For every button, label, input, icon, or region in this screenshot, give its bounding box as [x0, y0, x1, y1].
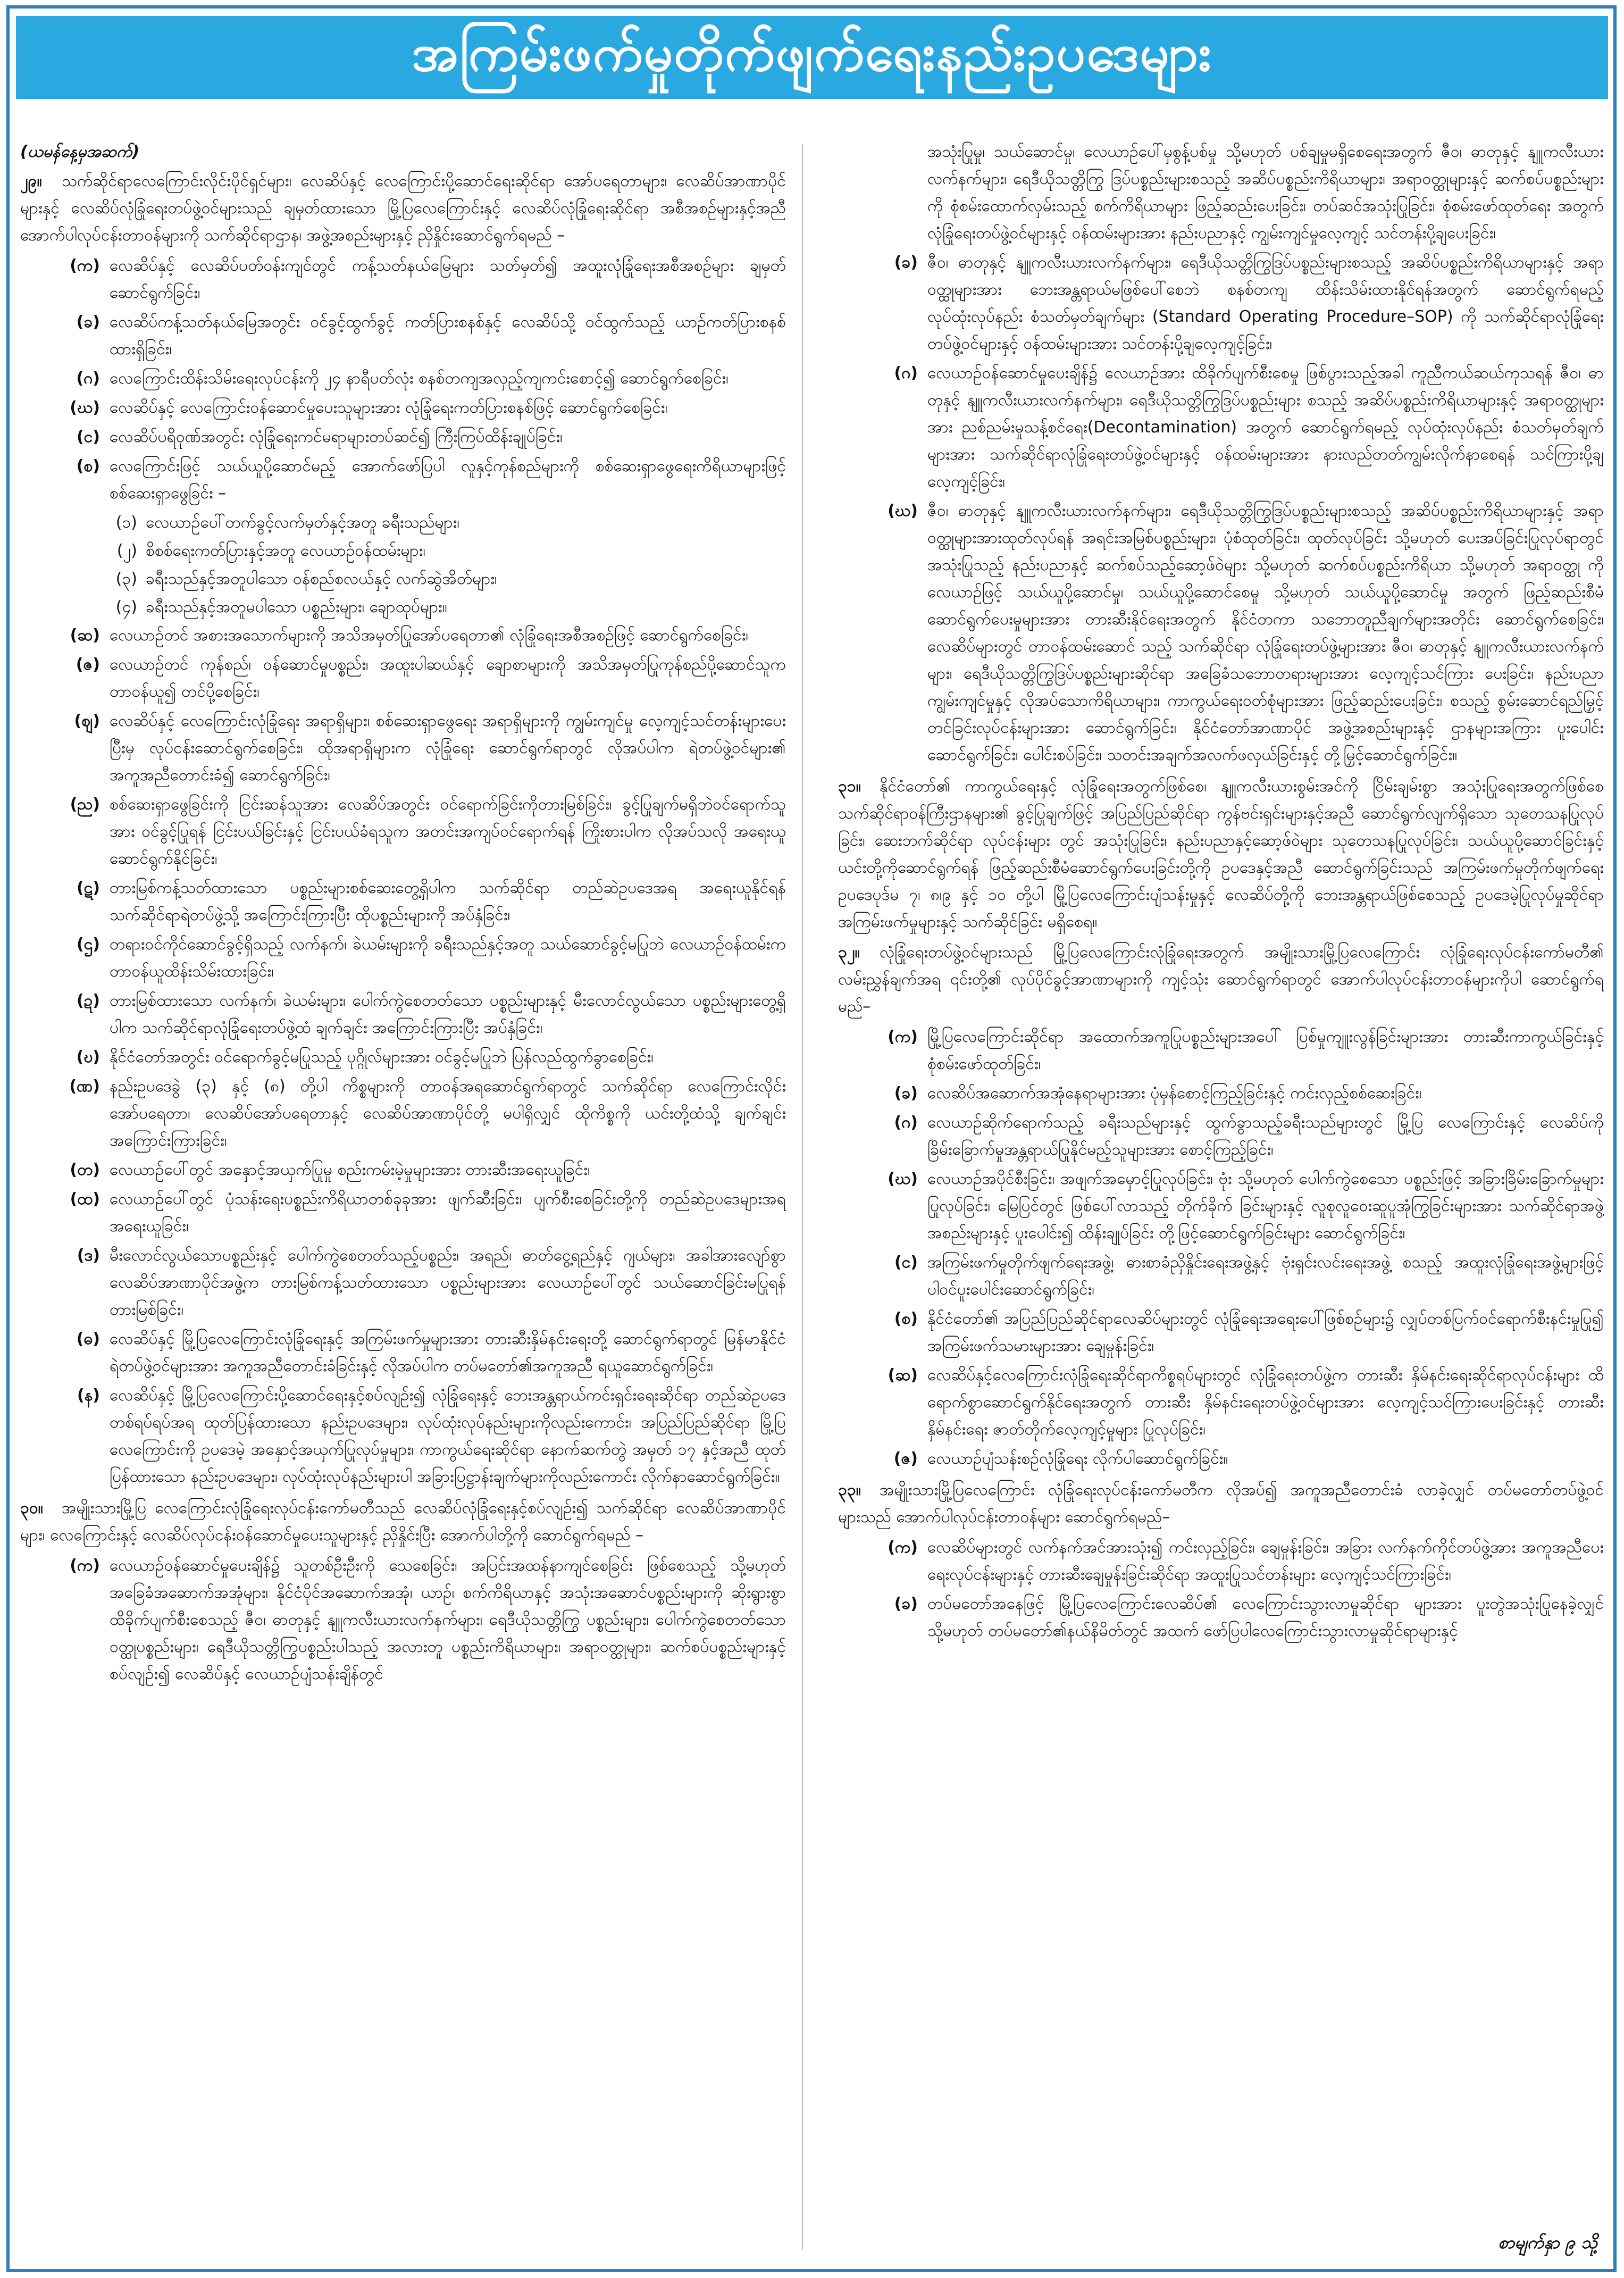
- list-item: [20, 707, 786, 789]
- rule-number: ၃၀။: [20, 1499, 43, 1517]
- left-column: [20, 138, 786, 2255]
- list-item: [838, 1362, 1604, 1443]
- item-marker: (ဌ): [76, 935, 100, 954]
- rule-text: လုံခြုံရေးတပ်ဖွဲ့ဝင်များသည် မြို့ပြလေကြောင်းလုံခြုံရေးအတွက် အမျိုးသားမြို့ပြလေကြောင်း လုံခြုံရေးလုပ်ငန်းကော်မတီ၏ လမ်းညွှန်ချက်အရ ၎င်းတို့၏ လုပ်ပိုင်ခွင့်အာဏာများကို ကျင့်သုံး ဆောင်ရွက်ရာတွင် အောက်ပါလုပ်ငန်းတာဝန်များကိုပါ ဆောင်ရွက်ရမည်–: [838, 943, 1604, 1016]
- list-item: [20, 1156, 786, 1183]
- list-item: [20, 453, 786, 507]
- item-text: နိုင်ငံတော်၏ အပြည်ပြည်ဆိုင်ရာလေဆိပ်များတွင် လုံခြုံရေးအရေးပေါ်ဖြစ်စဉ်များ၌ လျှပ်တစ်ပြက်ဝင်ရောက်စီးနင်းမှုပြု၍ အကြမ်းဖက်သမားများအား ချေမှုန်းခြင်း၊: [927, 1309, 1604, 1355]
- item-marker: (စ): [76, 457, 100, 475]
- item-marker: (ဆ): [888, 1366, 918, 1384]
- item-text: လေယာဉ်ဝန်ဆောင်မှုပေးချိန်၌ သူတစ်ဦးဦးကို သေစေခြင်း၊ အပြင်းအထန်နာကျင်စေခြင်း ဖြစ်စေသည့် သို့မဟုတ် အခြေခံအဆောက်အအုံများ၊ နိုင်ငံပိုင်အဆောက်အအုံ၊ ယာဉ်၊ စက်ကိရိယာနှင့် အသုံးအဆောင်ပစ္စည်းများကို ဆိုးရွားစွာထိခိုက်ပျက်စီးစေသည့် ဇီဝ၊ ဓာတုနှင့် နျူကလီးယားလက်နက်များ၊ ရေဒီယိုသတ္တိကြွ ပစ္စည်းများ၊ ပေါက်ကွဲစေတတ်သော ဝတ္ထုပစ္စည်းများ၊ ရေဒီယိုသတ္တိကြွပစ္စည်းပါသည့် အလားတူ ပစ္စည်းကိရိယာများ၊ အရာဝတ္ထုများ၊ ဆက်စပ်ပစ္စည်းများနှင့်စပ်လျဉ်း၍ လေဆိပ်နှင့် လေယာဉ်ပျံသန်းချိန်တွင်: [110, 1556, 786, 1683]
- item-text: လေယာဉ်ပေါ်တွင် ပုံသန်းရေးပစ္စည်းကိရိယာတစ်ခုခုအား ဖျက်ဆီးခြင်း၊ ပျက်စီးစေခြင်းတို့ကို တည်ဆဲဥပဒေများအရ အရေးယူခြင်း၊: [110, 1190, 786, 1236]
- rule-30: [20, 1495, 786, 1549]
- rule-text: နိုင်ငံတော်၏ ကာကွယ်ရေးနှင့် လုံခြုံရေးအတွက်ဖြစ်စေ၊ နျူကလီးယားစွမ်းအင်ကို ငြိမ်းချမ်းစွာ အသုံးပြုရေးအတွက်ဖြစ်စေ သက်ဆိုင်ရာဝန်ကြီးဌာနများ၏ ခွင့်ပြုချက်ဖြင့် အပြည်ပြည်ဆိုင်ရာ ကွန်ဗင်းရှင်းများနှင့်အညီ ဆောင်ရွက်လျက်ရှိသော သုတေသနပြုလုပ်ခြင်း၊ ဆေးဘက်ဆိုင်ရာ လုပ်ငန်းများ တွင် အသုံးပြုခြင်း၊ နည်းပညာနှင့်ဆော့ဖ်ဝဲများ သုတေသနပြုလုပ်ခြင်း၊ သယ်ယူပို့ဆောင်ခြင်းနှင့် ယင်းတို့ကိုဆောင်ရွက်ရန် ဖြည့်ဆည်းစီမံဆောင်ရွက်ပေးခြင်းတို့ကို ဥပဒေနှင့်အညီ ဆောင်ရွက်ခြင်းသည် အကြမ်းဖက်မှုတိုက်ဖျက်ရေးဥပဒေပုဒ်မ ၇၊ ၈၊၉ နှင့် ၁၀ တို့ပါ မြို့ပြလေကြောင်းပျံသန်းမှုနှင့် လေဆိပ်တို့ကို ဘေးအန္တရာယ်ဖြစ်စေသည့် ဥပဒေမဲ့ပြုလုပ်မှုဆိုင်ရာ အကြမ်းဖက်မှုများနှင့် သက်ဆိုင်ခြင်း မရှိစေရ။: [838, 777, 1604, 931]
- sub-item-text: ခရီးသည်နှင့်အတူမပါသော ပစ္စည်းများ၊ ချောထုပ်များ။: [146, 598, 447, 616]
- item-text: တပ်မတော်အနေဖြင့် မြို့ပြလေကြောင်းလေဆိပ်၏ လေကြောင်းသွားလာမှုဆိုင်ရာ များအား ပူးတွဲအသုံးပြုနေခဲ့လျှင် သို့မဟုတ် တပ်မတော်၏နယ်နိမိတ်တွင် အထက် ဖော်ပြပါလေကြောင်းသွားလာမှုဆိုင်ရာများနှင့်: [927, 1595, 1604, 1640]
- rule-32-items: [838, 1023, 1604, 1472]
- item-text: အကြမ်းဖက်မှုတိုက်ဖျက်ရေးအဖွဲ့၊ ဓားစာခံညှိနှိုင်းရေးအဖွဲ့နှင့် ဗုံးရှင်းလင်းရေးအဖွဲ့ စသည့် အထူးလုံခြုံရေးအဖွဲ့များဖြင့် ပါဝင်ပူးပေါင်းဆောင်ရွက်ခြင်း၊: [927, 1253, 1604, 1299]
- item-marker: (ဂ): [76, 369, 100, 388]
- list-item: [838, 1590, 1604, 1645]
- item-text: လေဆိပ်နှင့် လေကြောင်းဝန်ဆောင်မှုပေးသူများအား လုံခြုံရေးကတ်ပြားစနစ်ဖြင့် ဆောင်ရွက်စေခြင်း၊: [110, 398, 668, 417]
- list-item: [20, 622, 786, 649]
- continued-label: (ယမန်နေ့မှအဆက်): [20, 143, 140, 161]
- item-marker: (ဇ): [893, 1449, 918, 1468]
- continued-item-text: အသုံးပြုမှု၊ သယ်ဆောင်မှု၊ လေယာဉ်ပေါ်မှစွန့်ပစ်မှု သို့မဟုတ် ပစ်ချမှုမရှိစေရေးအတွက် ဇီဝ၊ ဓာတုနှင့် နျူကလီးယားလက်နက်များ၊ ရေဒီယိုသတ္တိကြွ ဒြပ်ပစ္စည်းများစသည့် အဆိပ်ပစ္စည်းကိရိယာများ၊ အရာဝတ္ထုများနှင့် ဆက်စပ်ပစ္စည်းများကို စုံစမ်းထောက်လှမ်းသည့် စက်ကိရိယာများ ဖြည့်ဆည်းပေးခြင်း၊ တပ်ဆင်အသုံးပြုခြင်း၊ စုံစမ်းဖော်ထုတ်ရေး အတွက် လုံခြုံရေးတပ်ဖွဲ့ဝင်များနှင့် ဝန်ထမ်းများအား နည်းပညာနှင့် ကျွမ်းကျင်မှုလေ့ကျင့် သင်တန်းပို့ချပေးခြင်း၊: [927, 143, 1604, 243]
- item-marker: (က): [888, 1538, 918, 1557]
- rule-text: သက်ဆိုင်ရာလေကြောင်းလိုင်းပိုင်ရှင်များ၊ လေဆိပ်နှင့် လေကြောင်းပို့ဆောင်ရေးဆိုင်ရာ အော်ပရေတာများ၊ လေဆိပ်အာဏာပိုင်များနှင့် လေဆိပ်လုံခြုံရေးတပ်ဖွဲ့ဝင်များသည် ချမှတ်ထားသော မြို့ပြလေကြောင်းနှင့် လေဆိပ်လုံခြုံရေးဆိုင်ရာ အစီအစဉ်များနှင့်အညီ အောက်ပါလုပ်ငန်းတာဝန်များကို သက်ဆိုင်ရာဌာန၊ အဖွဲ့အစည်းများနှင့် ညှိနှိုင်းဆောင်ရွက်ရမည် –: [20, 172, 786, 245]
- item-text: လေဆိပ်ကန့်သတ်နယ်မြေအတွင်း ဝင်ခွင့်ထွက်ခွင့် ကတ်ပြားစနစ်နှင့် လေဆိပ်သို့ ဝင်ထွက်သည့် ယာဉ်ကတ်ပြားစနစ်ထားရှိခြင်း၊: [110, 313, 786, 358]
- list-item: [20, 1044, 786, 1071]
- list-item: [20, 1186, 786, 1240]
- list-item: [838, 1080, 1604, 1107]
- item-text: တရားဝင်ကိုင်ဆောင်ခွင့်ရှိသည့် လက်နက်၊ ခဲယမ်းများကို ခရီးသည်နှင့်အတူ သယ်ဆောင်ခွင့်မပြုဘဲ လေယာဉ်ဝန်ထမ်းက တာဝန်ယူထိန်းသိမ်းထားခြင်း၊: [110, 935, 786, 981]
- item-text: လေဆိပ်နှင့် လေကြောင်းလုံခြုံရေး အရာရှိများ၊ စစ်ဆေးရှာဖွေရေး အရာရှိများကို ကျွမ်းကျင်မှု လေ့ကျင့်သင်တန်းများပေးပြီးမှ လုပ်ငန်းဆောင်ရွက်စေခြင်း၊ ထိုအရာရှိများက လုံခြုံရေး ဆောင်ရွက်ရာတွင် လိုအပ်ပါက ရဲတပ်ဖွဲ့ဝင်များ၏ အကူအညီတောင်းခံ၍ ဆောင်ရွက်ခြင်း၊: [110, 712, 786, 785]
- rule-29-items: [20, 252, 786, 1490]
- item-text: လေယာဉ်ဆိုက်ရောက်သည့် ခရီးသည်များနှင့် ထွက်ခွာသည့်ခရီးသည်များတွင် မြို့ပြ လေကြောင်းနှင့် လေဆိပ်ကို ခြိမ်းခြောက်မှုအန္တရာယ်ပြုနိုင်မည့်သူများအား စောင့်ကြည့်ခြင်း၊: [927, 1113, 1604, 1159]
- rule-text: အမျိုးသားမြို့ပြ လေကြောင်းလုံခြုံရေးလုပ်ငန်းကော်မတီသည် လေဆိပ်လုံခြုံရေးနှင့်စပ်လျဉ်း၍ သက်ဆိုင်ရာ လေဆိပ်အာဏာပိုင်များ၊ လေကြောင်းနှင့် လေဆိပ်လုပ်ငန်းဝန်ဆောင်မှုပေးသူများနှင့် ညှိနှိုင်းပြီး အောက်ပါတို့ကို ဆောင်ရွက်ရမည် –: [20, 1499, 786, 1545]
- item-marker: (ဂ): [894, 364, 918, 382]
- list-item: [20, 1382, 786, 1490]
- list-item: [838, 1023, 1604, 1078]
- item-marker: (ဍ): [76, 991, 100, 1010]
- item-text: စစ်ဆေးရှာဖွေခြင်းကို ငြင်းဆန်သူအား လေဆိပ်အတွင်း ဝင်ရောက်ခြင်းကိုတားမြစ်ခြင်း၊ ခွင့်ပြုချက်မရှိဘဲဝင်ရောက်သူအား ဝင်ခွင့်ပြုရန် ငြင်းပယ်ခြင်းနှင့် ငြင်းပယ်ခံရသူက အတင်းအကျပ်ဝင်ရောက်ရန် ကြိုးစားပါက လိုအပ်သလို အရေးယူဆောင်ရွက်နိုင်ခြင်း၊: [110, 795, 786, 868]
- item-text: တားမြစ်ထားသော လက်နက်၊ ခဲယမ်းများ၊ ပေါက်ကွဲစေတတ်သော ပစ္စည်းများနှင့် မီးလောင်လွယ်သော ပစ္စည်းများတွေ့ရှိပါက သက်ဆိုင်ရာလုံခြုံရေးတပ်ဖွဲ့ထံ ချက်ချင်း အကြောင်းကြားပြီး အပ်နှံခြင်း၊: [110, 991, 786, 1037]
- sub-item-marker: (၄): [115, 598, 137, 616]
- item-marker: (ဂ): [894, 1113, 918, 1132]
- sub-item: [20, 509, 786, 536]
- item-text: လေယာဉ်အပိုင်စီးခြင်း၊ အဖျက်အမှောင့်ပြုလုပ်ခြင်း၊ ဗုံး သို့မဟုတ် ပေါက်ကွဲစေသော ပစ္စည်းဖြင့် အခြားခြိမ်းခြောက်မှုများပြုလုပ်ခြင်း၊ မြေပြင်တွင် ဖြစ်ပေါ်လာသည့် တိုက်ခိုက် ခြင်းများနှင့် လူစုလူဝေးဆူပူအုံကြွခြင်းများအား သက်ဆိုင်ရာအဖွဲ့အစည်းများနှင့် ပူးပေါင်း၍ ထိန်းချုပ်ခြင်း တို့ဖြင့်ဆောင်ရွက်ခြင်းများ ဆောင်ရွက်ခြင်း၊: [927, 1170, 1604, 1242]
- sub-item-text: စိစစ်ရေးကတ်ပြားနှင့်အတူ လေယာဉ်ဝန်ထမ်းများ၊: [146, 541, 426, 560]
- item-text: လေယာဉ်ဝန်ဆောင်မှုပေးချိန်၌ လေယာဉ်အား ထိခိုက်ပျက်စီးစေမှု ဖြစ်ပွားသည့်အခါ ကူညီကယ်ဆယ်ကုသရန် ဇီဝ၊ ဓာတုနှင့် နျူကလီးယားလက်နက်များ၊ ရေဒီယိုသတ္တိကြွဒြပ်ပစ္စည်းများ စသည့် အဆိပ်ပစ္စည်းကိရိယာများနှင့် အရာဝတ္ထုများအား ညစ်ညမ်းမှုသန့်စင်ရေး(Decontamination) အတွက် ဆောင်ရွက်ရမည့် လုပ်ထုံးလုပ်နည်း စံသတ်မှတ်ချက်များအား သက်ဆိုင်ရာလုံခြုံရေးတပ်ဖွဲ့ဝင်များနှင့် ဝန်ထမ်းများအား နားလည်တတ်ကျွမ်းလိုက်နာစေရန် သင်ကြားပို့ချလေ့ကျင့်ခြင်း၊: [927, 364, 1604, 491]
- item-text: လေဆိပ်နှင့်လေကြောင်းလုံခြုံရေးဆိုင်ရာကိစ္စရပ်များတွင် လုံခြုံရေးတပ်ဖွဲ့က တားဆီး နှိမ်နင်းရေးဆိုင်ရာလုပ်ငန်းများ ထိရောက်စွာဆောင်ရွက်နိုင်ရေးအတွက် တားဆီး နှိမ်နင်းရေးတပ်ဖွဲ့ဝင်များအား လေ့ကျင့်သင်ကြားပေးခြင်းနှင့် တားဆီးနှိမ်နင်းရေး ဇာတ်တိုက်လေ့ကျင့်မှုများ ပြုလုပ်ခြင်း၊: [927, 1366, 1604, 1439]
- list-item: [20, 987, 786, 1041]
- item-marker: (ဒ): [77, 1246, 100, 1265]
- item-marker: (ဋ): [76, 879, 100, 897]
- sub-item-marker: (၁): [115, 513, 137, 532]
- sub-item-text: ခရီးသည်နှင့်အတူပါသော ဝန်စည်စလယ်နှင့် လက်ဆွဲအိတ်များ၊: [146, 570, 497, 588]
- item-marker: (ထ): [70, 1190, 100, 1208]
- item-marker: (ခ): [894, 1084, 918, 1103]
- list-item: [838, 1305, 1604, 1359]
- item-text: နိုင်ငံတော်အတွင်း ဝင်ရောက်ခွင့်မပြုသည့် ပုဂ္ဂိုလ်များအား ဝင်ခွင့်မပြုဘဲ ပြန်လည်ထွက်ခွာစေခြင်း၊: [110, 1048, 654, 1066]
- item-marker: (ဎ): [76, 1048, 100, 1066]
- list-item: [20, 1073, 786, 1154]
- item-text: မီးလောင်လွယ်သောပစ္စည်းနှင့် ပေါက်ကွဲစေတတ်သည့်ပစ္စည်း၊ အရည်၊ ဓာတ်ငွေ့ရည်နှင့် ဂျယ်များ၊ အခါအားလျော်စွာ လေဆိပ်အာဏာပိုင်အဖွဲ့က တားမြစ်ကန့်သတ်ထားသော ပစ္စည်းများအား လေယာဉ်ပေါ်တွင် သယ်ဆောင်ခြင်းမပြုရန် တားမြစ်ခြင်း၊: [110, 1246, 786, 1319]
- list-item: [20, 931, 786, 985]
- item-text: မြို့ပြလေကြောင်းဆိုင်ရာ အထောက်အကူပြုပစ္စည်းများအပေါ် ပြစ်မှုကျူးလွန်ခြင်းများအား တားဆီးကာကွယ်ခြင်းနှင့် စုံစမ်းဖော်ထုတ်ခြင်း၊: [927, 1028, 1604, 1073]
- list-item: [20, 308, 786, 363]
- item-text: လေဆိပ်အဆောက်အအုံနေရာများအား ပုံမှန်စောင့်ကြည့်ခြင်းနှင့် ကင်းလှည့်စစ်ဆေးခြင်း၊: [927, 1084, 1422, 1103]
- list-item: [20, 252, 786, 306]
- right-column: [838, 138, 1604, 2255]
- item-text: ဇီဝ၊ ဓာတုနှင့် နျူကလီးယားလက်နက်များ၊ ရေဒီယိုသတ္တိကြွဒြပ်ပစ္စည်းများစသည့် အဆိပ်ပစ္စည်းကိရိယာများနှင့် အရာဝတ္ထုများအားထုတ်လုပ်ရန် အရင်းအမြစ်ပစ္စည်းများ၊ ပုံစံထုတ်ခြင်း၊ ထုတ်လုပ်ခြင်း သို့မဟုတ် ပေးအပ်ခြင်းပြုလုပ်ရာတွင် အသုံးပြုသည့် နည်းပညာနှင့် ဆက်စပ်သည့်ဆော့ဖ်ဝဲများ သို့မဟုတ် ဆက်စပ်ပစ္စည်းကိရိယာ သို့မဟုတ် အရာဝတ္ထု ကို လေယာဉ်ဖြင့် သယ်ယူပို့ဆောင်မှု၊ သယ်ယူပို့ဆောင်စေမှု သို့မဟုတ် သယ်ယူပို့ဆောင်မှု အတွက် ဖြည့်ဆည်းစီမံဆောင်ရွက်ပေးမှုများအား တားဆီးနိုင်ရေးအတွက် နိုင်ငံတကာ သဘောတူညီချက်များအတိုင်း ဆောင်ရွက်စေခြင်း၊ လေဆိပ်များတွင် တာဝန်ထမ်းဆောင် သည့် သက်ဆိုင်ရာ လုံခြုံရေးတပ်ဖွဲ့များအား ဇီဝ၊ ဓာတုနှင့် နျူကလီးယားလက်နက်များ၊ ရေဒီယိုသတ္တိကြွဒြပ်ပစ္စည်းများဆိုင်ရာ အခြေခံသဘောတရားများအား လေ့ကျင့်သင်ကြား ပေးခြင်း၊ နည်းပညာကျွမ်းကျင်မှုနှင့် လိုအပ်သောကိရိယာများ၊ ကာကွယ်ရေးဝတ်စုံများအား ဖြည့်ဆည်းပေးခြင်း၊ စသည့် စွမ်းဆောင်ရည်မြှင့်တင်ခြင်းလုပ်ငန်းများအား ဆောင်ရွက်ခြင်း၊ နိုင်ငံတော်အာဏာပိုင် အဖွဲ့အစည်းများနှင့် ဌာနများအကြား ပူးပေါင်းဆောင်ရွက်ခြင်း၊ ပေါင်းစပ်ခြင်း၊ သတင်းအချက်အလက်ဖလှယ်ခြင်းနှင့် တို့မြှင့်ဆောင်ရွက်ခြင်း။: [927, 502, 1604, 764]
- item-marker: (စ): [894, 1309, 918, 1328]
- item-text: နည်းဥပဒေခွဲ (၃) နှင့် (၈) တို့ပါ ကိစ္စများကို တာဝန်အရဆောင်ရွက်ရာတွင် သက်ဆိုင်ရာ လေကြောင်းလိုင်းအော်ပရေတာ၊ လေဆိပ်အော်ပရေတာနှင့် လေဆိပ်အာဏာပိုင်တို့ မပါရှိလျှင် ထိုကိစ္စကို ယင်းတို့ထံသို့ ချက်ချင်းအကြောင်းကြားခြင်း၊: [110, 1077, 786, 1150]
- item-marker: (ဓ): [76, 1330, 100, 1348]
- sub-item-marker: (၂): [116, 541, 137, 560]
- list-item: [20, 365, 786, 392]
- rule-number: ၃၁။: [838, 777, 861, 796]
- item-marker: (င): [76, 428, 100, 446]
- list-item: [838, 360, 1604, 495]
- rule-30-items: [20, 1552, 786, 1688]
- sub-item: [20, 537, 786, 564]
- list-item: [20, 394, 786, 421]
- item-text: လေဆိပ်နှင့် လေဆိပ်ပတ်ဝန်းကျင်တွင် ကန့်သတ်နယ်မြေများ သတ်မှတ်၍ အထူးလုံခြုံရေးအစီအစဉ်များ ချမှတ်ဆောင်ရွက်ခြင်း၊: [110, 256, 786, 302]
- item-text: လေကြောင်းထိန်းသိမ်းရေးလုပ်ငန်းကို ၂၄ နာရီပတ်လုံး စနစ်တကျအလှည့်ကျကင်းစောင့်၍ ဆောင်ရွက်စေခြင်း၊: [110, 369, 729, 388]
- item-text: လေယာဉ်ပျံသန်းစဉ်လုံခြုံရေး လိုက်ပါဆောင်ရွက်ခြင်း။: [927, 1449, 1228, 1468]
- item-marker: (က): [70, 256, 100, 275]
- list-item: [838, 1445, 1604, 1472]
- sub-item-text: လေယာဉ်ပေါ်တက်ခွင့်လက်မှတ်နှင့်အတူ ခရီးသည်များ၊: [146, 513, 460, 532]
- item-marker: (ဇ): [76, 655, 100, 674]
- rule-text: အမျိုးသားမြို့ပြလေကြောင်း လုံခြုံရေးလုပ်ငန်းကော်မတီက လိုအပ်၍ အကူအညီတောင်းခံ လာခဲ့လျှင် တပ်မတော်တပ်ဖွဲ့ဝင်များသည် အောက်ပါလုပ်ငန်းတာဝန်များ ဆောင်ရွက်ရမည်–: [838, 1481, 1604, 1526]
- item-marker: (ဏ): [69, 1077, 100, 1096]
- item-text: လေယာဉ်တင် ကုန်စည်၊ ဝန်ဆောင်မှုပစ္စည်း၊ အထူးပါဆယ်နှင့် ချောစာများကို အသိအမှတ်ပြုကုန်စည်ပို့ဆောင်သူက တာဝန်ယူ၍ တင်ပို့စေခြင်း၊: [110, 655, 786, 701]
- page-title: အကြမ်းဖက်မှုတိုက်ဖျက်ရေးနည်းဥပဒေများ: [16, 16, 1608, 99]
- item-marker: (ခ): [76, 313, 100, 331]
- sub-item: [20, 594, 786, 621]
- item-marker: (ဃ): [888, 1170, 918, 1188]
- rule-32: [838, 939, 1604, 1020]
- sub-item-marker: (၃): [115, 570, 137, 588]
- item-marker: (င): [894, 1253, 918, 1272]
- item-text: လေယာဉ်တင် အစားအသောက်များကို အသိအမှတ်ပြုအော်ပရေတာ၏ လုံခြုံရေးအစီအစဉ်ဖြင့် ဆောင်ရွက်စေခြင်း၊: [110, 626, 749, 645]
- list-item: [20, 791, 786, 872]
- list-item: [20, 1242, 786, 1323]
- item-marker: (ဈ): [74, 712, 100, 730]
- list-item: [20, 874, 786, 929]
- item-text: ဇီဝ၊ ဓာတုနှင့် နျူကလီးယားလက်နက်များ၊ ရေဒီယိုသတ္တိကြွဒြပ်ပစ္စည်းများစသည့် အဆိပ်ပစ္စည်းကိရိယာများနှင့် အရာဝတ္ထုများအား ဘေးအန္တရာယ်မဖြစ်ပေါ်စေဘဲ စနစ်တကျ ထိန်းသိမ်းထားနိုင်ရန်အတွက် ဆောင်ရွက်ရမည့် လုပ်ထုံးလုပ်နည်း စံသတ်မှတ်ချက်များ (Standard Operating Procedure–SOP) ကို သက်ဆိုင်ရာလုံခြုံရေးတပ်ဖွဲ့ဝင်များနှင့် ဝန်ထမ်းများအား သင်တန်းပို့ချလေ့ကျင့်ခြင်း၊: [927, 253, 1604, 353]
- item-marker: (က): [70, 1556, 100, 1575]
- item-text: လေဆိပ်နှင့် မြို့ပြလေကြောင်းပို့ဆောင်ရေးနှင့်စပ်လျဉ်း၍ လုံခြုံရေးနှင့် ဘေးအန္တရာယ်ကင်းရှင်းရေးဆိုင်ရာ တည်ဆဲဥပဒေတစ်ရပ်ရပ်အရ ထုတ်ပြန်ထားသော နည်းဥပဒေများ၊ လုပ်ထုံးလုပ်နည်းများကိုလည်းကောင်း၊ အပြည်ပြည်ဆိုင်ရာ မြို့ပြလေကြောင်းကို ဥပဒေမဲ့ အနှောင့်အယှက်ပြုလုပ်မှုများ၊ ကာကွယ်ရေးဆိုင်ရာ နောက်ဆက်တွဲ အမှတ် ၁၇ နှင့်အညီ ထုတ်ပြန်ထားသော နည်းဥပဒေများ၊ လုပ်ထုံးလုပ်နည်းများပါ အခြားပြဋ္ဌာန်းချက်များကိုလည်းကောင်း လိုက်နာဆောင်ရွက်ခြင်း။: [110, 1386, 786, 1486]
- item-marker: (ည): [70, 795, 100, 814]
- rule-33-items: [838, 1534, 1604, 1645]
- item-marker: (ဆ): [70, 626, 100, 645]
- continued-on-page-note: စာမျက်နှာ ၉ သို့: [1498, 2232, 1597, 2252]
- item-marker: (ဃ): [70, 398, 100, 417]
- sub-item: [20, 565, 786, 593]
- item-marker: (ဃ): [888, 502, 918, 520]
- list-item: [838, 1534, 1604, 1588]
- item-marker: (န): [77, 1386, 100, 1405]
- list-item: [20, 423, 786, 450]
- rule-number: ၂၉။: [20, 172, 42, 190]
- list-item: [838, 249, 1604, 357]
- rule-33: [838, 1476, 1604, 1531]
- column-divider: [802, 144, 803, 2250]
- item-text: တားမြစ်ကန့်သတ်ထားသော ပစ္စည်းများစစ်ဆေးတွေ့ရှိပါက သက်ဆိုင်ရာ တည်ဆဲဥပဒေအရ အရေးယူနိုင်ရန် သက်ဆိုင်ရာရဲတပ်ဖွဲ့သို့ အကြောင်းကြားပြီး ထိုပစ္စည်းများကို အပ်နှံခြင်း၊: [110, 879, 786, 924]
- list-item: [838, 1109, 1604, 1163]
- item-marker: (က): [888, 1028, 918, 1046]
- rule-30-items-continued: [838, 249, 1604, 769]
- list-item: [20, 1325, 786, 1380]
- rule-29: [20, 168, 786, 249]
- item-text: လေယာဉ်ပေါ်တွင် အနှောင့်အယှက်ပြုမှု စည်းကမ်းမဲ့မှုများအား တားဆီးအရေးယူခြင်း၊: [110, 1161, 590, 1179]
- item-marker: (ခ): [894, 253, 918, 272]
- rule-number: ၃၂။: [838, 943, 860, 962]
- rule-31: [838, 773, 1604, 936]
- item-text: လေဆိပ်နှင့် မြို့ပြလေကြောင်းလုံခြုံရေးနှင့် အကြမ်းဖက်မှုများအား တားဆီးနှိမ်နင်းရေးတို့ ဆောင်ရွက်ရာတွင် မြန်မာနိုင်ငံရဲတပ်ဖွဲ့ဝင်များအား အကူအညီတောင်းခံခြင်းနှင့် လိုအပ်ပါက တပ်မတော်၏အကူအညီ ရယူဆောင်ရွက်ခြင်း၊: [110, 1330, 786, 1375]
- rule-number: ၃၃။: [838, 1481, 861, 1499]
- item-text: လေဆိပ်ပရိဝုဏ်အတွင်း လုံခြုံရေးကင်မရာများတပ်ဆင်၍ ကြီးကြပ်ထိန်းချုပ်ခြင်း၊: [110, 428, 563, 446]
- list-item: [20, 1552, 786, 1688]
- item-marker: (တ): [70, 1161, 100, 1179]
- list-item: [838, 1165, 1604, 1247]
- item-text: လေကြောင်းဖြင့် သယ်ယူပို့ဆောင်မည့် အောက်ဖော်ပြပါ လူနှင့်ကုန်စည်များကို စစ်ဆေးရှာဖွေရေးကိရိယာများဖြင့် စစ်ဆေးရှာဖွေခြင်း –: [110, 457, 786, 503]
- list-item: [838, 497, 1604, 769]
- list-item: [20, 651, 786, 705]
- item-text: လေဆိပ်များတွင် လက်နက်အင်အားသုံး၍ ကင်းလှည့်ခြင်း၊ ချေမှုန်းခြင်း၊ အခြား လက်နက်ကိုင်တပ်ဖွဲ့အား အကူအညီပေးရေးလုပ်ငန်းများနှင့် တားဆီးချေမှုန်းခြင်းဆိုင်ရာ အထူးပြုသင်တန်းများ လေ့ကျင့်သင်ကြားခြင်း၊: [927, 1538, 1604, 1584]
- list-item: [838, 1249, 1604, 1303]
- item-marker: (ခ): [894, 1595, 918, 1613]
